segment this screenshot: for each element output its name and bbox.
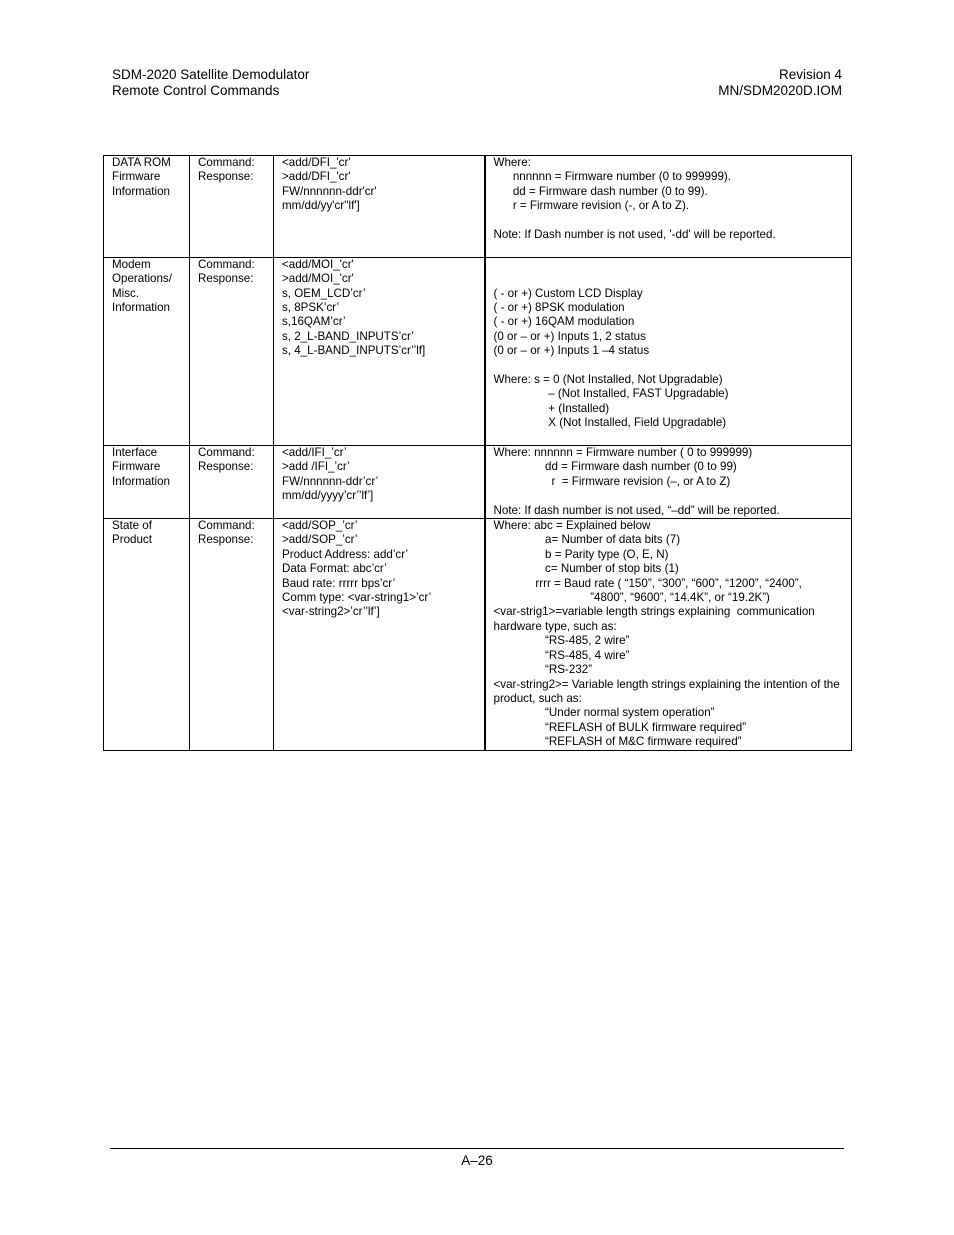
description-line: [494, 272, 848, 286]
section-title: Remote Control Commands: [112, 83, 280, 98]
command-label-cell: [190, 156, 274, 258]
description-line: Note: If Dash number is not used, '-dd' will be reported.: [493, 228, 776, 242]
command-row: [104, 446, 852, 519]
command-syntax-line: FW/nnnnnn-ddr'cr': [282, 184, 377, 198]
parameter-name-line: Modem: [112, 257, 151, 271]
parameter-name-line: Interface: [112, 446, 158, 460]
command-label-cell: [190, 446, 274, 519]
command-label-line: Command:: [198, 257, 255, 271]
command-syntax-line: Data Format: abc’cr’: [282, 562, 387, 576]
command-syntax-line: s,16QAM’cr’: [282, 315, 346, 329]
parameter-name-line: Information: [112, 301, 170, 315]
command-syntax-line: mm/dd/yy'cr''lf']: [282, 199, 360, 213]
command-syntax-line: >add /IFI_’cr’: [282, 460, 350, 474]
command-syntax-line: <add/SOP_’cr’: [282, 519, 358, 533]
description-line: [494, 359, 848, 373]
description-line: (0 or – or +) Inputs 1, 2 status: [493, 329, 646, 343]
description-cell: [485, 257, 852, 445]
command-label-line: Response:: [198, 170, 254, 184]
description-line: <var-string2>= Variable length strings explaining the intention of the product, such as:: [493, 677, 843, 705]
parameter-name-line: Firmware: [112, 460, 161, 474]
description-line: + (Installed): [493, 401, 610, 415]
parameter-name-line: Information: [112, 184, 170, 198]
command-label-line: Command:: [198, 156, 255, 169]
description-line: Where: s = 0 (Not Installed, Not Upgradable): [493, 373, 723, 387]
command-label-line: Response:: [198, 533, 254, 547]
description-line: a= Number of data bits (7): [493, 533, 681, 547]
description-line: [494, 214, 848, 228]
command-syntax-line: <add/DFI_'cr': [282, 156, 351, 169]
command-label-cell: [190, 257, 274, 445]
description-line: “RS-485, 2 wire”: [493, 634, 630, 648]
description-line: [494, 242, 848, 256]
page-number: A–26: [461, 1153, 493, 1168]
description-line: <var-strig1>=variable length strings explaining communication hardware type, such as:: [493, 605, 818, 633]
description-line: r = Firmware revision (-, or A to Z).: [493, 199, 690, 213]
description-line: “REFLASH of M&C firmware required”: [493, 735, 742, 749]
command-syntax-line: >add/DFI_'cr': [282, 170, 351, 184]
description-line: rrrr = Baud rate ( “150”, “300”, “600”, “1200”, “2400”,: [493, 576, 802, 590]
description-line: (0 or – or +) Inputs 1 –4 status: [493, 344, 650, 358]
command-syntax-line: <var-string2>’cr’’lf’]: [282, 605, 380, 619]
command-syntax-line: Product Address: add’cr’: [282, 547, 409, 561]
command-row: [104, 156, 852, 258]
description-cell: [485, 156, 852, 258]
command-label-line: Command:: [198, 519, 255, 533]
command-label-line: Command:: [198, 446, 255, 460]
description-line: ( - or +) Custom LCD Display: [493, 286, 643, 300]
description-cell: [485, 519, 852, 751]
description-line: “RS-232”: [493, 663, 593, 677]
command-syntax-line: s, 2_L-BAND_INPUTS’cr’: [282, 329, 414, 343]
command-syntax-cell: [274, 156, 485, 258]
parameter-name-line: State of: [112, 519, 152, 533]
document-number: MN/SDM2020D.IOM: [718, 83, 842, 98]
description-line: c= Number of stop bits (1): [493, 562, 679, 576]
command-syntax-line: <add/IFI_’cr’: [282, 446, 347, 460]
description-line: “RS-485, 4 wire”: [493, 648, 630, 662]
revision-label: Revision 4: [778, 67, 842, 82]
description-line: b = Parity type (O, E, N): [493, 547, 669, 561]
command-row: [104, 519, 852, 751]
command-label-line: Response:: [198, 272, 254, 286]
description-line: Where: nnnnnn = Firmware number ( 0 to 999999): [493, 446, 753, 460]
parameter-name-cell: [104, 519, 190, 751]
command-label-cell: [190, 519, 274, 751]
command-syntax-line: FW/nnnnnn-ddr’cr’: [282, 474, 379, 488]
description-line: Where: abc = Explained below: [493, 519, 651, 533]
footer-rule: [110, 1148, 844, 1149]
document-header-left: [112, 67, 309, 99]
description-line: r = Firmware revision (–, or A to Z): [493, 474, 731, 488]
command-syntax-line: s, 8PSK’cr’: [282, 301, 340, 315]
description-line: ”4800”, “9600”, “14.4K”, or “19.2K”): [493, 591, 770, 605]
command-table: [103, 155, 852, 751]
command-syntax-line: Baud rate: rrrrr bps’cr’: [282, 576, 396, 590]
description-cell: [485, 446, 852, 519]
parameter-name-line: Product: [112, 533, 152, 547]
parameter-name-line: Information: [112, 474, 170, 488]
description-line: nnnnnn = Firmware number (0 to 999999).: [493, 170, 731, 184]
command-label-line: Response:: [198, 460, 254, 474]
description-line: Note: If dash number is not used, “–dd” will be reported.: [493, 503, 780, 517]
description-line: ( - or +) 16QAM modulation: [493, 315, 635, 329]
parameter-name-cell: [104, 156, 190, 258]
description-line: X (Not Installed, Field Upgradable): [493, 416, 727, 430]
command-syntax-cell: [274, 446, 485, 519]
description-line: [494, 431, 848, 445]
parameter-name-cell: [104, 257, 190, 445]
description-line: [494, 489, 848, 503]
command-syntax-line: >add/MOI_'cr': [282, 272, 354, 286]
description-line: “Under normal system operation”: [493, 706, 715, 720]
command-syntax-line: >add/SOP_’cr’: [282, 533, 358, 547]
document-header-right: [718, 67, 842, 99]
command-syntax-cell: [274, 519, 485, 751]
parameter-name-line: Operations/: [112, 272, 172, 286]
command-row: [104, 257, 852, 445]
parameter-name-cell: [104, 446, 190, 519]
parameter-name-line: DATA ROM: [112, 156, 171, 169]
parameter-name-line: Misc.: [112, 286, 140, 300]
command-syntax-line: Comm type: <var-string1>’cr’: [282, 591, 432, 605]
command-syntax-line: s, 4_L-BAND_INPUTS’cr’’lf]: [282, 344, 426, 358]
command-syntax-line: s, OEM_LCD’cr’: [282, 286, 366, 300]
command-syntax-line: mm/dd/yyyy’cr’’lf’]: [282, 489, 374, 503]
command-syntax-cell: [274, 257, 485, 445]
description-line: [494, 258, 848, 272]
description-line: – (Not Installed, FAST Upgradable): [493, 387, 729, 401]
command-syntax-line: <add/MOI_'cr': [282, 257, 354, 271]
description-line: dd = Firmware dash number (0 to 99): [493, 460, 737, 474]
description-line: ( - or +) 8PSK modulation: [493, 301, 625, 314]
description-line: dd = Firmware dash number (0 to 99).: [493, 184, 708, 198]
parameter-name-line: Firmware: [112, 170, 161, 184]
description-line: Where:: [493, 156, 531, 169]
document-title: SDM-2020 Satellite Demodulator: [112, 67, 310, 82]
description-line: “REFLASH of BULK firmware required”: [493, 720, 747, 734]
